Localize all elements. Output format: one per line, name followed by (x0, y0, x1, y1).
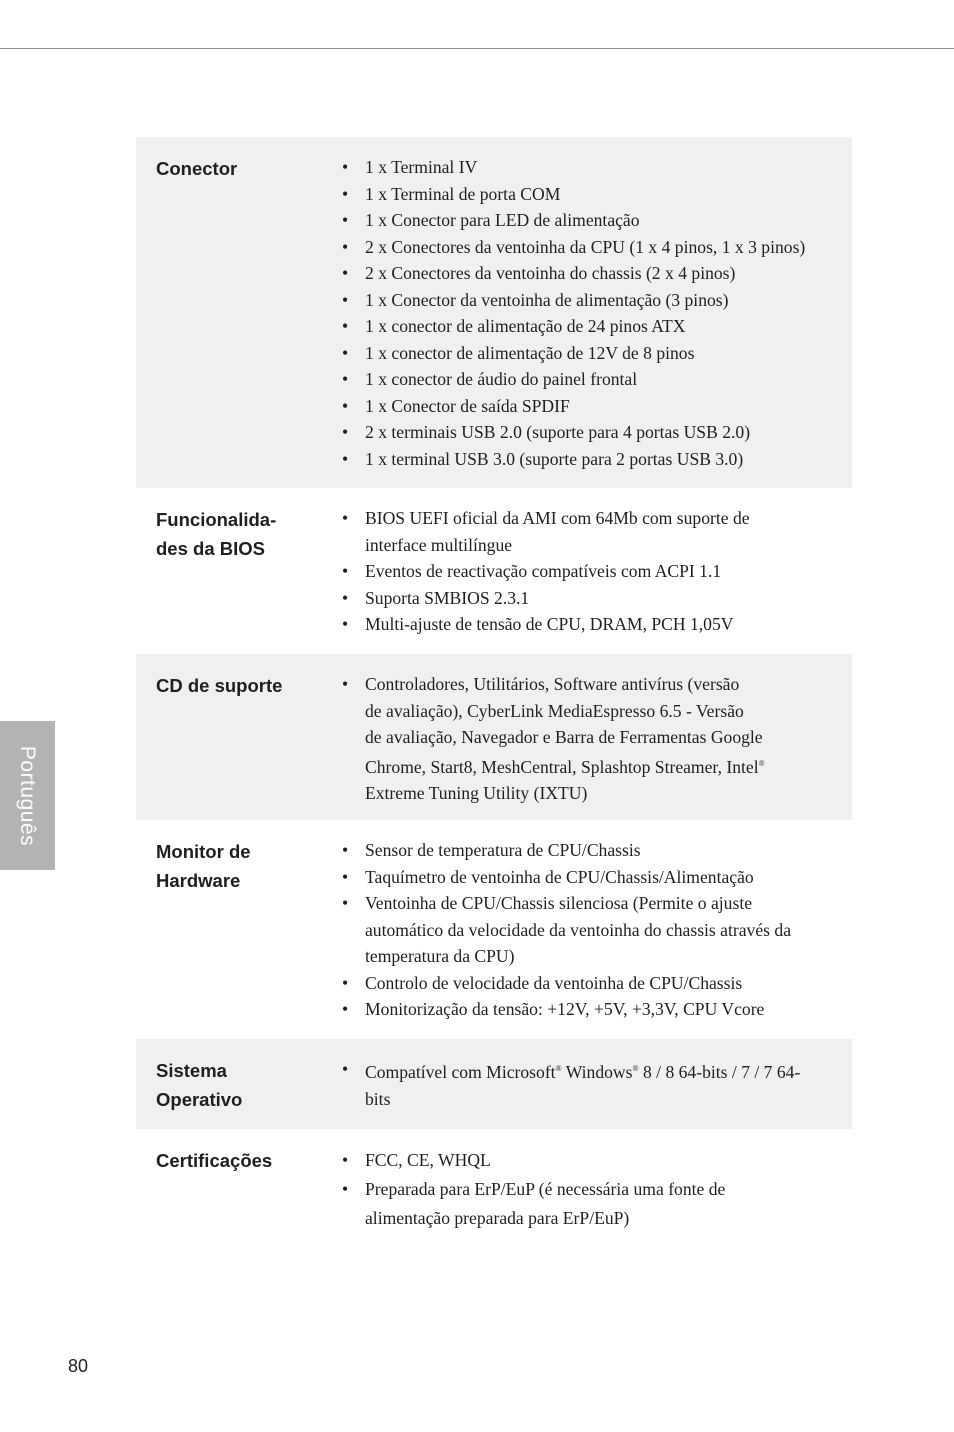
list-item: • Eventos de reactivação compatíveis com ACPI 1.1 (342, 558, 852, 585)
spec-list-os (301, 1039, 852, 1129)
list-item: • 2 x Conectores da ventoinha da CPU (1 x 4 pinos, 1 x 3 pinos) (342, 234, 852, 261)
list-item-text: Chrome, Start8, MeshCentral, Splashtop Streamer, Intel (365, 756, 759, 777)
spec-label-support-cd: CD de suporte (156, 675, 283, 696)
list-item-line (365, 1056, 852, 1086)
list-item (342, 505, 852, 558)
spec-label-os-line-2: Operativo (156, 1089, 243, 1110)
spec-label-os-line-1: Sistema (156, 1060, 227, 1081)
spec-label-connector: Conector (156, 158, 238, 179)
list-item: • 1 x conector de alimentação de 12V de 8 pinos (342, 340, 852, 367)
list-item: • Sensor de temperatura de CPU/Chassis (342, 837, 852, 864)
list-item-line (365, 751, 852, 781)
spec-label-bios-line-1: Funcionalida- (156, 509, 277, 530)
list-item-line: de avaliação), CyberLink MediaEspresso 6.5 - Versão (365, 700, 744, 721)
list-item-line: interface multilíngue (365, 534, 513, 555)
spec-label-hardware-monitor-line-2: Hardware (156, 870, 241, 891)
registered-mark: ® (555, 1064, 562, 1073)
spec-row-certifications (136, 1129, 852, 1239)
list-item-line: bits (365, 1088, 391, 1109)
list-item-line: • Preparada para ErP/EuP (é necessária uma fonte de (365, 1179, 726, 1199)
language-side-tab (0, 721, 55, 870)
list-item: • 1 x conector de alimentação de 24 pinos ATX (342, 313, 852, 340)
spec-label-bios-line-2: des da BIOS (156, 538, 265, 559)
list-item-line: alimentação preparada para ErP/EuP) (365, 1208, 630, 1228)
spec-label-bios (136, 488, 301, 654)
list-item: • Controlo de velocidade da ventoinha de CPU/Chassis (342, 970, 852, 997)
list-item: • 1 x terminal USB 3.0 (suporte para 2 portas USB 3.0) (342, 446, 852, 473)
list-item-text: Windows (561, 1062, 633, 1082)
list-item: • 1 x Conector da ventoinha de alimentação (3 pinos) (342, 287, 852, 314)
list-item-text: Compatível com Microsoft (365, 1062, 556, 1082)
list-item-line: • Ventoinha de CPU/Chassis silenciosa (Permite o ajuste (365, 893, 753, 913)
list-item: • 1 x Terminal de porta COM (342, 181, 852, 208)
list-item: • Suporta SMBIOS 2.3.1 (342, 585, 852, 612)
list-item-line: • Controladores, Utilitários, Software antivírus (versão (365, 674, 740, 694)
spec-label-hardware-monitor-line-1: Monitor de (156, 841, 251, 862)
list-item (342, 890, 852, 970)
list-item (342, 1175, 852, 1233)
list-item: • Monitorização da tensão: +12V, +5V, +3,3V, CPU Vcore (342, 996, 852, 1023)
top-rule (0, 48, 954, 49)
spec-label-certifications: Certificações (156, 1150, 273, 1171)
list-item: • 1 x Conector de saída SPDIF (342, 393, 852, 420)
spec-label-hardware-monitor (136, 820, 301, 1039)
page-number: 80 (68, 1356, 89, 1376)
spec-row-bios (136, 488, 852, 654)
list-item-line: temperatura da CPU) (365, 946, 515, 966)
spec-list-bios (301, 488, 852, 654)
spec-list-hardware-monitor (301, 820, 852, 1039)
list-item: • Multi-ajuste de tensão de CPU, DRAM, PCH 1,05V (342, 611, 852, 638)
list-item (342, 671, 852, 807)
spec-row-support-cd (136, 654, 852, 820)
list-item: • FCC, CE, WHQL (342, 1146, 852, 1175)
registered-mark: ® (632, 1064, 639, 1073)
list-item: • 2 x terminais USB 2.0 (suporte para 4 portas USB 2.0) (342, 419, 852, 446)
list-item: • 1 x Terminal IV (342, 154, 852, 181)
spec-table (136, 137, 852, 1239)
list-item: • 1 x conector de áudio do painel frontal (342, 366, 852, 393)
spec-list-connector (301, 137, 852, 488)
list-item-text: 8 / 8 64-bits / 7 / 7 64- (638, 1062, 801, 1082)
spec-row-os (136, 1039, 852, 1129)
list-item: • Taquímetro de ventoinha de CPU/Chassis/Alimentação (342, 864, 852, 891)
list-item: • 2 x Conectores da ventoinha do chassis (2 x 4 pinos) (342, 260, 852, 287)
spec-row-connector (136, 137, 852, 488)
spec-row-hardware-monitor (136, 820, 852, 1039)
list-item-line: de avaliação, Navegador e Barra de Ferramentas Google (365, 727, 763, 747)
spec-label-os (136, 1039, 301, 1129)
list-item-line: • BIOS UEFI oficial da AMI com 64Mb com suporte de (365, 508, 750, 528)
list-item: • 1 x Conector para LED de alimentação (342, 207, 852, 234)
list-item-line: Extreme Tuning Utility (IXTU) (365, 783, 588, 803)
spec-list-certifications (301, 1129, 852, 1239)
spec-list-support-cd (301, 654, 852, 820)
registered-mark: ® (758, 758, 765, 768)
language-tab-label: Português (16, 745, 40, 846)
list-item (342, 1056, 852, 1112)
list-item-line: automático da velocidade da ventoinha do chassis através da (365, 919, 792, 940)
